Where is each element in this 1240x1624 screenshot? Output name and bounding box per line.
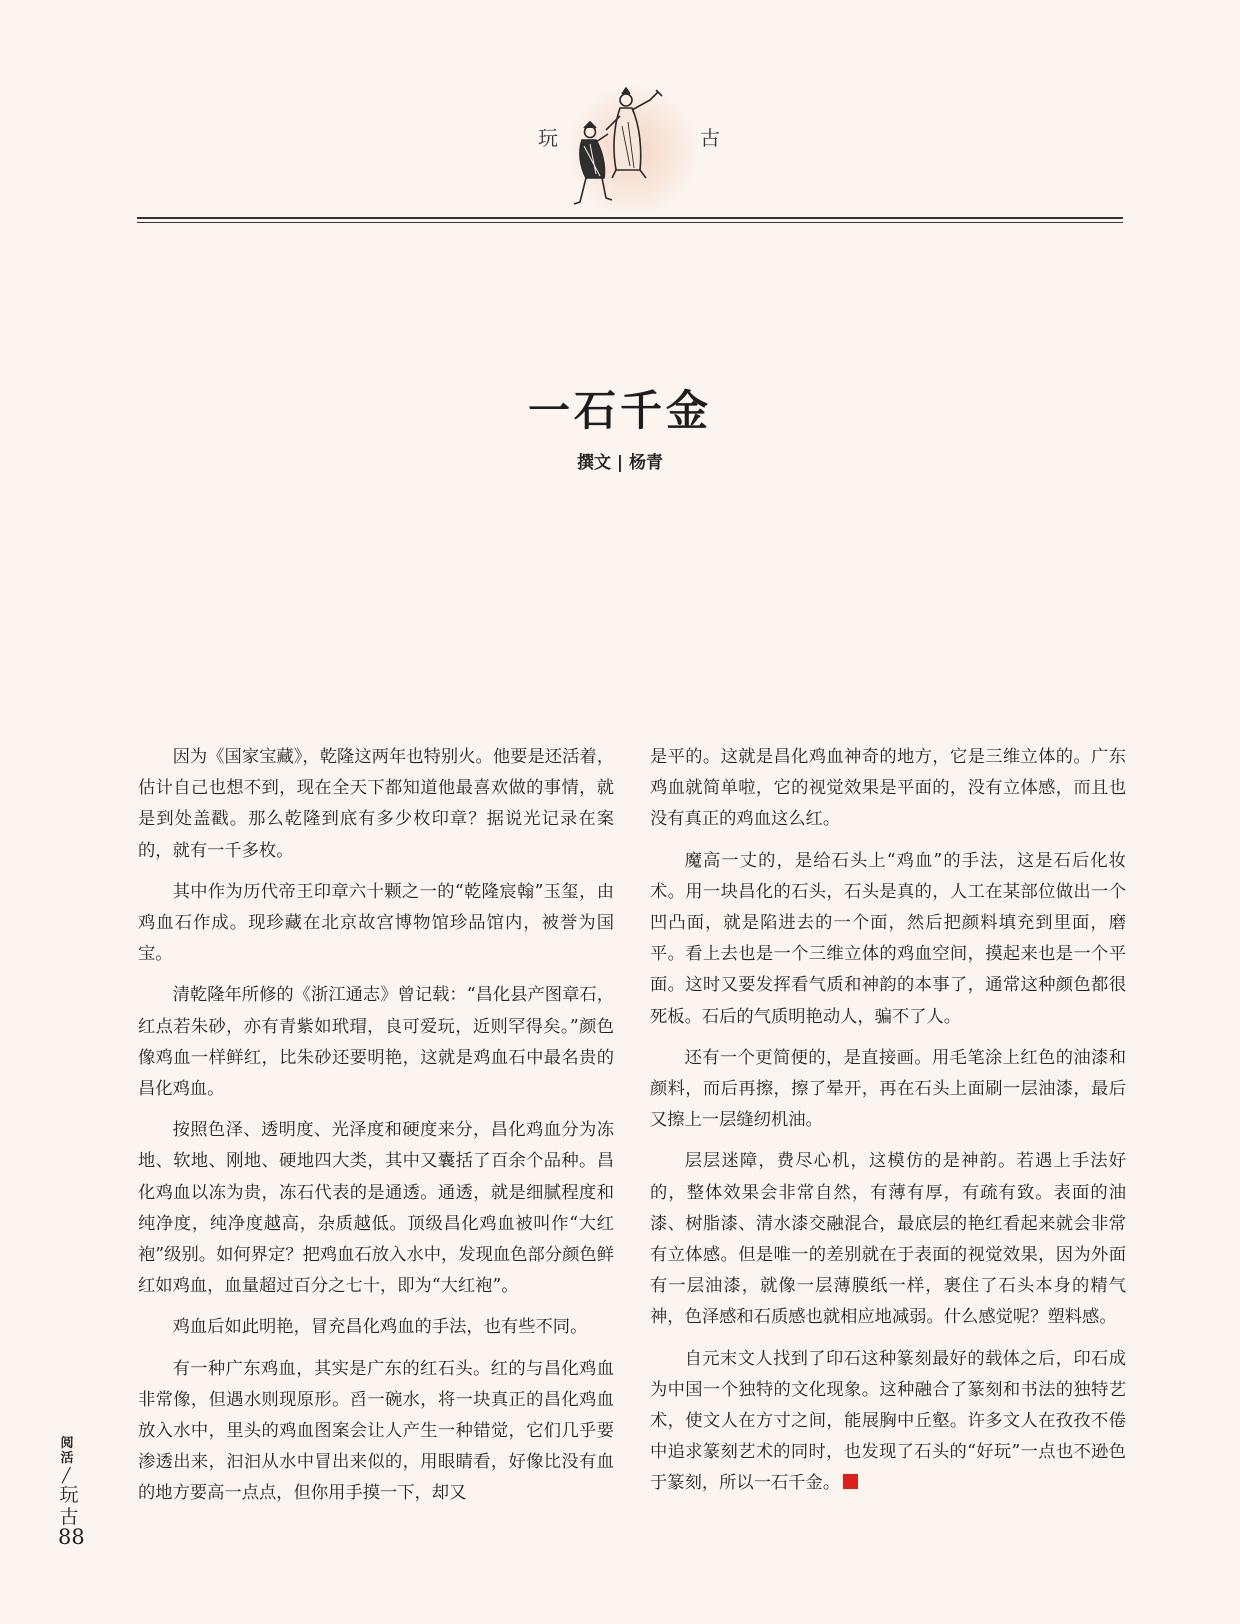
paragraph-continuation: 是平的。这就是昌化鸡血神奇的地方，它是三维立体的。广东鸡血就简单啦，它的视觉效果是平面的，没有立体感，而且也没有真正的鸡血这么红。 — [650, 747, 1126, 830]
folio-magazine-char: 阅 — [60, 1436, 74, 1451]
final-paragraph — [650, 1344, 1126, 1500]
section-title-right: 古 — [700, 126, 720, 150]
header-rule-thick — [137, 217, 1123, 219]
end-of-article-mark — [843, 1474, 858, 1489]
paragraph: 还有一个更简便的，是直接画。用毛笔涂上红色的油漆和颜料，而后再擦，擦了晕开，再在石头上面刷一层油漆，最后又擦上一层缝纫机油。 — [650, 1047, 1126, 1131]
right-column — [650, 742, 1126, 1510]
folio-section-char: 玩 — [59, 1484, 79, 1506]
left-column — [138, 742, 614, 1520]
header-rule-thin — [137, 222, 1123, 223]
paragraph: 因为《国家宝藏》，乾隆这两年也特别火。他要是还活着，估计自己也想不到，现在全天下都知道他最喜欢做的事情，就是到处盖戳。那么乾隆到底有多少枚印章？据说光记录在案的，就有一千多枚。 — [138, 747, 614, 861]
ancient-figures-illustration — [570, 86, 690, 211]
paragraph: 按照色泽、透明度、光泽度和硬度来分，昌化鸡血分为冻地、软地、刚地、硬地四大类，其中又囊括了百余个品种。昌化鸡血以冻为贵，冻石代表的是通透。通透，就是细腻程度和纯净度，纯净度越高，杂质越低。顶级昌化鸡血被叫作“大红袍”级别。如何界定？把鸡血石放入水中，发现血色部分颜色鲜红如鸡血，血量超过百分之七十，即为“大红袍”。 — [138, 1120, 614, 1297]
section-title-left: 玩 — [538, 126, 558, 150]
page-header — [0, 0, 1240, 230]
folio-label — [58, 1436, 84, 1528]
page-number: 88 — [58, 1525, 85, 1549]
paragraph: 有一种广东鸡血，其实是广东的红石头。红的与昌化鸡血非常像，但遇水则现原形。舀一碗水，将一块真正的昌化鸡血放入水中，里头的鸡血图案会让人产生一种错觉，它们几乎要渗透出来，汩汩从水中冒出来似的，用眼睛看，好像比没有血的地方要高一点点，但你用手摸一下，却又 — [138, 1358, 614, 1504]
article-byline: 撰文 | 杨青 — [576, 453, 664, 473]
article-title: 一石千金 — [527, 386, 712, 435]
paragraph: 鸡血后如此明艳，冒充昌化鸡血的手法，也有些不同。 — [172, 1317, 588, 1338]
paragraph: 其中作为历代帝王印章六十颗之一的“乾隆宸翰”玉玺，由鸡血石作成。现珍藏在北京故宫博物馆珍品馆内，被誉为国宝。 — [138, 881, 614, 965]
paragraph: 清乾隆年所修的《浙江通志》曾记载：“昌化县产图章石，红点若朱砂，亦有青紫如玳瑁，良可爱玩，近则罕得矣。”颜色像鸡血一样鲜红，比朱砂还要明艳，这就是鸡血石中最名贵的昌化鸡血。 — [138, 985, 614, 1100]
paragraph: 魔高一丈的，是给石头上“鸡血”的手法，这是石后化妆术。用一块昌化的石头，石头是真的，人工在某部位做出一个凹凸面，就是陷进去的一个面，然后把颜料填充到里面，磨平。看上去也是一个三维立体的鸡血空间，摸起来也是一个平面。这时又要发挥看气质和神韵的本事了，通常这种颜色都很死板。石后的气质明艳动人，骗不了人。 — [650, 850, 1126, 1027]
folio-separator: ╱ — [62, 1468, 71, 1484]
paragraph: 层层迷障，费尽心机，这模仿的是神韵。若遇上手法好的，整体效果会非常自然，有薄有厚，有疏有致。表面的油漆、树脂漆、清水漆交融混合，最底层的艳红看起来就会非常有立体感。但是唯一的差别就在于表面的视觉效果，因为外面有一层油漆，就像一层薄膜纸一样，裹住了石头本身的精气神，色泽感和石质感也就相应地减弱。什么感觉呢？塑料感。 — [650, 1151, 1126, 1328]
folio-magazine-char: 活 — [60, 1451, 74, 1466]
final-paragraph-text: 自元末文人找到了印石这种篆刻最好的载体之后，印石成为中国一个独特的文化现象。这种融合了篆刻和书法的独特艺术，使文人在方寸之间，能展胸中丘壑。许多文人在孜孜不倦中追求篆刻艺术的同时，也发现了石头的“好玩”一点也不逊色于篆刻，所以一石千金。 — [650, 1348, 1126, 1494]
folio-section-char: 古 — [59, 1506, 79, 1528]
